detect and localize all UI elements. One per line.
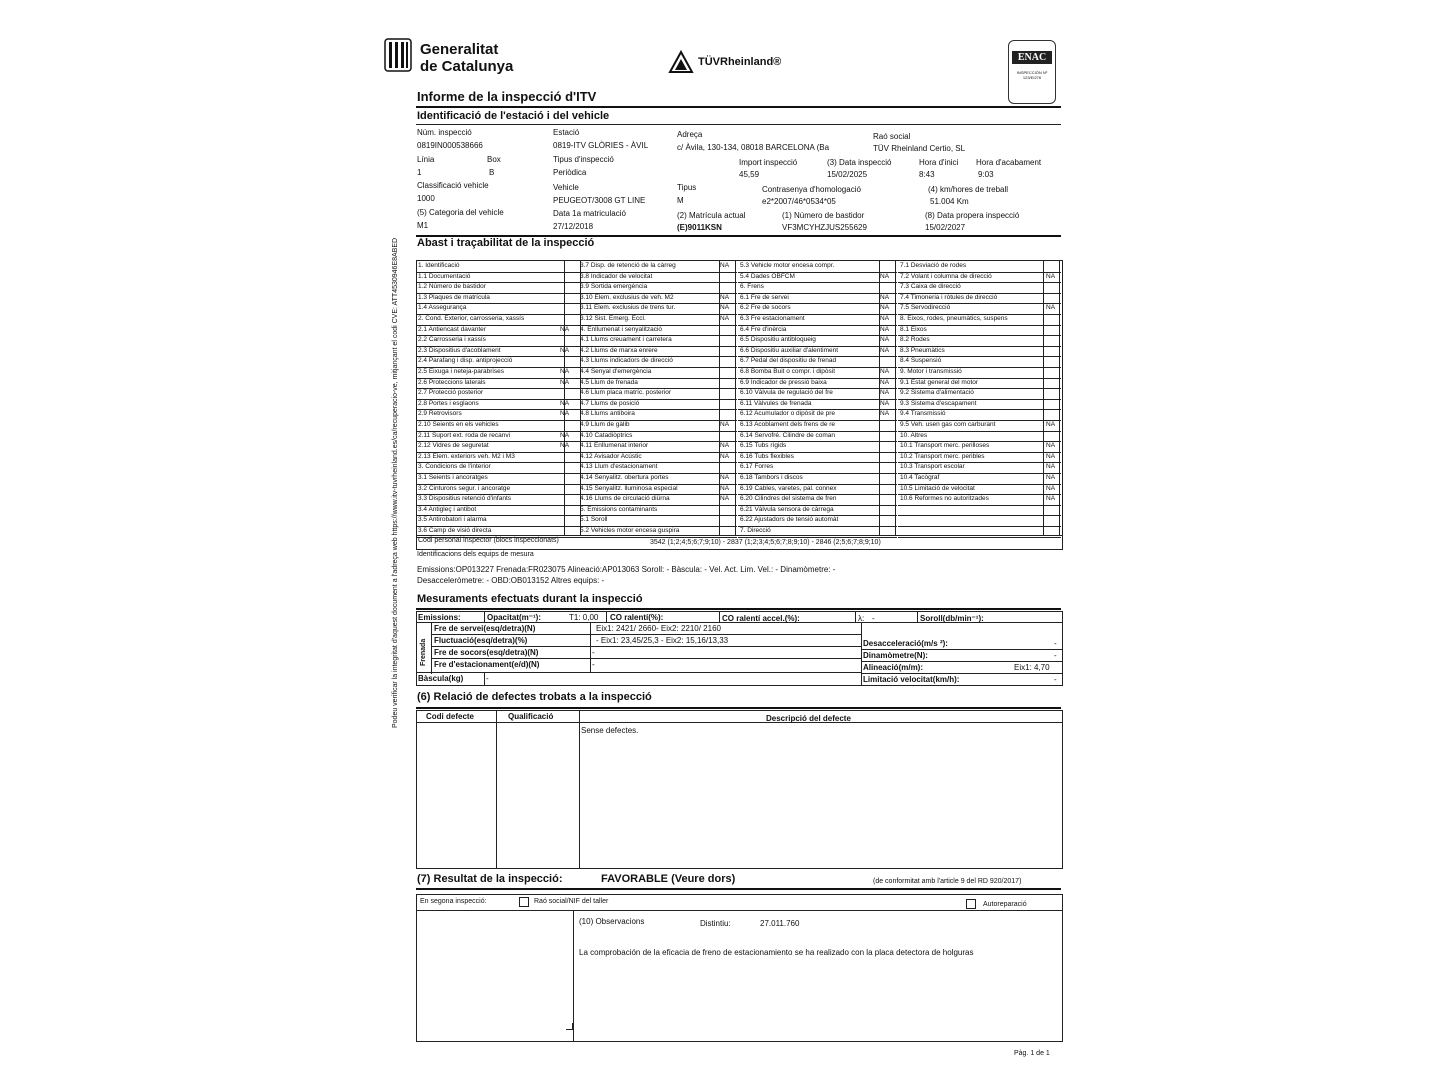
- label-tipus-inspeccio: Tipus d'inspecció: [553, 155, 614, 164]
- abast-item: 6.18 Tambors i discos: [740, 474, 803, 481]
- na-mark: NA: [720, 293, 730, 301]
- label-matricula: (2) Matrícula actual: [677, 211, 746, 220]
- abast-item: 2.4 Parafang i disp. antiprojecció: [418, 357, 513, 365]
- label-vehicle: Vehicle: [553, 183, 579, 192]
- value-bastidor: VF3MCYHZJUS255629: [782, 223, 867, 232]
- abast-item: 6.12 Acumulador o dipòsit de pre: [740, 410, 836, 418]
- na-mark: NA: [560, 378, 570, 386]
- value-contrasenya: e2*2007/46*0534*05: [762, 197, 836, 206]
- na-mark: NA: [720, 452, 730, 460]
- na-mark: NA: [880, 315, 890, 322]
- abast-item: 6.19 Cables, varetes, pal. connex: [740, 484, 837, 492]
- na-mark: NA: [1046, 495, 1056, 503]
- abast-item: 7. Direcció: [740, 527, 771, 534]
- na-mark: NA: [560, 368, 570, 375]
- enac-label: ENAC: [1012, 51, 1052, 64]
- na-mark: NA: [880, 346, 890, 354]
- abast-item: 9.3 Sistema d'escapament: [900, 399, 977, 407]
- generalitat-emblem-icon: [384, 38, 412, 72]
- na-mark: NA: [880, 399, 890, 407]
- abast-item: 10.5 Limitació de velocitat: [900, 484, 975, 492]
- co-label: CO ralentí(%):: [610, 613, 664, 622]
- na-mark: NA: [880, 304, 890, 312]
- abast-item: 6.9 Indicador de pressió baixa: [740, 378, 827, 386]
- value-import: 45,59: [739, 170, 760, 179]
- abast-item: 10. Altres: [900, 431, 928, 439]
- alineacio-value: Eix1: 4,70: [1014, 663, 1050, 672]
- abast-item: 3.5 Antirobatori i alarma: [418, 516, 487, 524]
- abast-item: 6.22 Ajustadors de tensió automàt: [740, 516, 839, 524]
- col-codi-defecte: Codi defecte: [426, 712, 475, 721]
- abast-item: 9.5 Veh. usen gas com carburant: [900, 421, 996, 428]
- abast-item: 3. Condicions de l'interior: [418, 463, 491, 471]
- abast-item: 2.11 Suport ext. roda de recanvi: [418, 431, 511, 439]
- na-mark: NA: [720, 495, 730, 503]
- na-mark: NA: [1046, 474, 1056, 481]
- na-mark: NA: [560, 442, 570, 450]
- na-mark: NA: [720, 315, 730, 322]
- abast-item: 10.1 Transport merc. perilloses: [900, 442, 990, 450]
- abast-item: 6.20 Cilindres del sistema de fren: [740, 495, 837, 503]
- na-mark: NA: [720, 262, 730, 269]
- equips-label: Identificacions dels equips de mesura: [417, 551, 534, 558]
- na-mark: NA: [560, 410, 570, 418]
- segona-inspeccio-label: En segona inspecció:: [420, 898, 487, 905]
- na-mark: NA: [1046, 442, 1056, 450]
- na-mark: NA: [880, 272, 890, 280]
- abast-item: 5.2 Vehicles motor encesa guspira: [580, 527, 680, 534]
- abast-item: 6.7 Pedal del dispositiu de frenad: [740, 357, 837, 365]
- abast-item: 8.2 Rodes: [900, 336, 930, 344]
- abast-item: 6.15 Tubs rígids: [740, 442, 787, 450]
- abast-item: 2.2 Carrosseria i xassís: [418, 336, 486, 344]
- abast-item: 9.2 Sistema d'alimentació: [900, 389, 974, 397]
- defectes-title: (6) Relació de defectes trobats a la inspecció: [417, 691, 652, 703]
- abast-item: 1.3 Plaques de matrícula: [418, 293, 490, 301]
- value-tipus: M: [677, 196, 684, 205]
- value-estacio: 0819-ITV GLÒRIES - ÀVIL: [553, 141, 649, 150]
- abast-item: 4.10 Catadiòptrics: [580, 431, 633, 439]
- fluctuacio-value: - Eix1: 23,45/25,3 - Eix2: 15,16/13,33: [596, 636, 729, 645]
- codi-inspector-label: Codi personal inspector (blocs inspeccionats): [418, 537, 559, 544]
- abast-item: 6.21 Vàlvula sensora de càrrega: [740, 505, 834, 513]
- label-hora-acabament: Hora d'acabament: [976, 158, 1042, 167]
- abast-item: 2.12 Vidres de seguretat: [418, 442, 489, 450]
- na-mark: NA: [880, 325, 890, 333]
- emissions-label: Emissions:: [418, 613, 461, 622]
- abast-item: 3.12 Sist. Emerg. Eccl.: [580, 315, 646, 322]
- na-mark: NA: [720, 442, 730, 450]
- na-mark: NA: [880, 293, 890, 301]
- abast-item: 2.3 Dispositius d'acoblament: [418, 346, 501, 354]
- soroll-label: Soroll(db/min⁻¹):: [920, 614, 984, 623]
- label-tipus: Tipus: [677, 183, 697, 192]
- observacions-block: [416, 894, 1063, 1042]
- tuv-triangle-icon: [668, 50, 694, 74]
- abast-item: 6.3 Fre estacionament: [740, 315, 805, 322]
- value-data-matriculacio: 27/12/2018: [553, 222, 594, 231]
- abast-item: 3.7 Disp. de retenció de la càrreg: [580, 262, 676, 269]
- value-box: B: [489, 168, 495, 177]
- abast-item: 8.3 Pneumàtics: [900, 346, 945, 354]
- co-accel-label: CO ralentí accel.(%):: [722, 614, 800, 623]
- abast-item: 3.6 Camp de visió directa: [418, 527, 492, 534]
- abast-item: 10.6 Reformes no autoritzades: [900, 495, 989, 503]
- abast-item: 1. Identificació: [418, 262, 460, 269]
- label-import: Import inspecció: [739, 158, 798, 167]
- na-mark: NA: [1046, 452, 1056, 460]
- na-mark: NA: [720, 304, 730, 312]
- abast-item: 2.9 Retrovisors: [418, 410, 462, 418]
- value-hora-inici: 8:43: [919, 170, 935, 179]
- dinamometre-label: Dinamòmetre(N):: [863, 651, 928, 660]
- abast-item: 2.13 Elem. exteriors veh. M2 i M3: [418, 452, 515, 460]
- limitacio-value: -: [1054, 675, 1057, 684]
- abast-item: 2.1 Antiencast davanter: [418, 325, 486, 333]
- fre-estac-value: -: [592, 660, 595, 669]
- abast-item: 5.3 Vehicle motor encesa compr.: [740, 262, 835, 269]
- logo-line1: Generalitat: [420, 41, 499, 58]
- abast-item: 3.4 Antigleç i antibot: [418, 505, 477, 513]
- distintiu-value: 27.011.760: [760, 919, 800, 928]
- codi-inspector-value: 3542 (1;2;4;5;6;7;9;10) - 2837 (1;2;3;4;5;6;7;8;9;10) - 2846 (2;5;6;7;8;9;10): [650, 539, 881, 546]
- value-hora-acabament: 9:03: [978, 170, 994, 179]
- abast-item: 10.2 Transport merc. peribles: [900, 452, 985, 460]
- abast-item: 4.2 Llums de marxa enrere: [580, 346, 658, 354]
- equips-line2: Desacceleròmetre: - OBD:OB013152 Altres equips: -: [417, 576, 605, 585]
- abast-item: 4.12 Avisador Acústic: [580, 452, 642, 460]
- tuv-brand: TÜVRheinland®: [698, 56, 782, 68]
- abast-item: [900, 526, 1043, 537]
- abast-item: 6.13 Acoblament dels frens de re: [740, 421, 836, 428]
- label-linia: Línia: [417, 155, 435, 164]
- abast-item: [900, 505, 1043, 516]
- observation-text: La comprobación de la eficacia de freno de estacionamiento se ha realizado con la placa detectora de holguras: [579, 948, 974, 957]
- abast-item: 9.4 Transmissió: [900, 410, 946, 418]
- abast-item: 5.1 Soroll: [580, 516, 608, 524]
- autoreparacio-checkbox[interactable]: [966, 899, 976, 909]
- na-mark: NA: [1046, 421, 1056, 428]
- alineacio-label: Alineació(m/m):: [863, 663, 924, 672]
- enac-sub: INSPECCIÓN Nº 123/EI276: [1016, 70, 1048, 80]
- na-mark: NA: [560, 399, 570, 407]
- abast-item: 2.10 Seients en els vehicles: [418, 421, 499, 428]
- abast-item: 3.9 Sortida emergència: [580, 283, 648, 291]
- abast-item: 1.2 Número de bastidor: [418, 283, 486, 291]
- value-propera: 15/02/2027: [925, 223, 966, 232]
- abast-item: 3.8 Indicador de velocitat: [580, 272, 653, 280]
- itv-report-page: [380, 28, 1070, 1068]
- abast-item: 4.8 Llums antiboira: [580, 410, 635, 418]
- fre-estac-label: Fre d'estacionament(e/d)(N): [434, 660, 540, 669]
- resultat-label: (7) Resultat de la inspecció:: [417, 873, 563, 885]
- label-hora-inici: Hora d'inici: [919, 158, 959, 167]
- na-mark: NA: [880, 410, 890, 418]
- label-box: Box: [487, 155, 501, 164]
- abast-item: 5. Emissions contaminants: [580, 505, 658, 513]
- na-mark: NA: [1046, 463, 1056, 471]
- na-mark: NA: [1046, 484, 1056, 492]
- label-classificacio: Classificació vehicle: [417, 181, 489, 190]
- bascula-value: -: [486, 674, 489, 683]
- value-linia: 1: [417, 168, 422, 177]
- na-mark: NA: [1046, 272, 1056, 280]
- abast-item: 4.11 Enllumenat interior: [580, 442, 649, 450]
- col-descripcio: Descripció del defecte: [766, 714, 851, 723]
- desacc-value: -: [1054, 639, 1057, 648]
- abast-item: 10.4 Tacògraf: [900, 474, 940, 481]
- abast-item: 6.16 Tubs flexibles: [740, 452, 794, 460]
- label-data-matriculacio: Data 1a matriculació: [553, 209, 626, 218]
- abast-item: 4.13 Llum d'estacionament: [580, 463, 658, 471]
- na-mark: NA: [560, 346, 570, 354]
- value-tipus-inspeccio: Periòdica: [553, 168, 587, 177]
- abast-item: 4.15 Senyalitz. lluminosa especial: [580, 484, 678, 492]
- abast-item: 2. Cond. Exterior, carrosseria, xassís: [418, 315, 525, 322]
- abast-item: 4.4 Senyal d'emergència: [580, 368, 652, 375]
- lambda-label: λ:: [858, 614, 865, 623]
- logo-line2: de Catalunya: [420, 58, 514, 75]
- limitacio-label: Limitació velocitat(km/h):: [863, 675, 960, 684]
- label-num-inspeccio: Núm. inspecció: [417, 128, 472, 137]
- page-number: Pàg. 1 de 1: [1014, 1050, 1050, 1057]
- value-classificacio: 1000: [417, 194, 435, 203]
- frenada-label: Frenada: [420, 638, 427, 666]
- abast-item: 7.4 Timoneria i ròtules de direcció: [900, 293, 998, 301]
- abast-item: 4.16 Llums de circulació diürna: [580, 495, 670, 503]
- abast-item: 7.3 Caixa de direcció: [900, 283, 961, 291]
- label-contrasenya: Contrasenya d'homologació: [762, 185, 861, 194]
- fre-socors-label: Fre de socors(esq/detra)(N): [434, 648, 539, 657]
- na-mark: NA: [880, 368, 890, 375]
- abast-item: 4.9 Llum de gàlib: [580, 421, 630, 428]
- abast-item: 4. Enllumenat i senyalització: [580, 325, 663, 333]
- abast-item: 6.11 Vàlvules de frenada: [740, 399, 812, 407]
- abast-item: 1.1 Documentació: [418, 272, 471, 280]
- abast-item: 6.1 Fre de servei: [740, 293, 789, 301]
- corner-mark-icon: [566, 1023, 573, 1030]
- na-mark: NA: [1046, 304, 1056, 312]
- page-title: Informe de la inspecció d'ITV: [417, 89, 597, 104]
- abast-item: 8.4 Suspensió: [900, 357, 942, 365]
- abast-item: 3.10 Elem. exclusius de veh. M2: [580, 293, 674, 301]
- defect-description: Sense defectes.: [581, 726, 639, 735]
- abast-item: 6.10 Vàlvula de regulació del fre: [740, 389, 833, 397]
- abast-item: 3.3 Dispositius retenció d'infants: [418, 495, 512, 503]
- na-mark: NA: [560, 431, 570, 439]
- abast-item: 7.1 Desviació de rodes: [900, 262, 967, 269]
- na-mark: NA: [880, 378, 890, 386]
- abast-item: 4.5 Llum de frenada: [580, 378, 638, 386]
- abast-item: 6.5 Dispositiu antibloqueig: [740, 336, 816, 344]
- label-adreca: Adreça: [677, 130, 703, 139]
- abast-item: 3.1 Seients i ancoratges: [418, 474, 488, 481]
- rao-nif-label: Raó social/NIF del taller: [534, 898, 609, 905]
- abast-item: 2.8 Portes i esglaons: [418, 399, 479, 407]
- abast-title: Abast i traçabilitat de la inspecció: [417, 237, 595, 249]
- abast-item: 7.5 Servodirecció: [900, 304, 951, 312]
- bascula-label: Bàscula(kg): [418, 674, 464, 683]
- abast-item: [900, 515, 1043, 526]
- abast-item: 10.3 Transport escolar: [900, 463, 965, 471]
- value-num-inspeccio: 0819IN000538666: [417, 141, 483, 150]
- abast-item: 6. Frens: [740, 283, 764, 291]
- mesuraments-title: Mesuraments efectuats durant la inspecció: [417, 593, 643, 605]
- opacitat-value: T1: 0,00: [569, 613, 599, 622]
- value-km: 51.004 Km: [930, 197, 969, 206]
- resultat-value: FAVORABLE (Veure dors): [601, 873, 736, 885]
- abast-item: 7.2 Volant i columna de direcció: [900, 272, 992, 280]
- value-matricula: (E)9011KSN: [677, 223, 722, 232]
- value-data-inspeccio: 15/02/2025: [827, 170, 868, 179]
- abast-item: 3.2 Cinturons segur. i ancoratge: [418, 484, 511, 492]
- segona-inspeccio-checkbox[interactable]: [519, 897, 529, 907]
- abast-item: 4.7 Llums de posició: [580, 399, 640, 407]
- identification-title: Identificació de l'estació i del vehicle: [417, 110, 610, 122]
- abast-item: 9. Motor i transmissió: [900, 368, 962, 375]
- abast-item: 6.4 Fre d'inèrcia: [740, 325, 787, 333]
- equips-line1: Emissions:OP013227 Frenada:FR023075 Alineació:AP013063 Soroll: - Bàscula: - Vel. Act. Lim. Vel.: - Dinamòmetre: -: [417, 565, 836, 574]
- label-estacio: Estació: [553, 128, 580, 137]
- label-categoria: (5) Categoria del vehicle: [417, 208, 504, 217]
- label-rao-social: Raó social: [873, 132, 911, 141]
- observacions-label: (10) Observacions: [579, 917, 645, 926]
- na-mark: NA: [880, 336, 890, 344]
- abast-item: 2.5 Eixuga i neteja-parabrises: [418, 368, 504, 375]
- abast-item: 6.6 Dispositiu auxiliar d'alentiment: [740, 346, 839, 354]
- fre-servei-value: Eix1: 2421/ 2660- Eix2: 2210/ 2160: [596, 624, 721, 633]
- abast-item: 4.14 Senyalitz. obertura portes: [580, 474, 669, 481]
- fre-servei-label: Fre de servei(esq/detra)(N): [434, 624, 536, 633]
- resultat-note: (de conformitat amb l'article 9 del RD 920/2017): [873, 878, 1022, 885]
- label-km: (4) km/hores de treball: [928, 185, 1009, 194]
- abast-item: 4.3 Llums indicadors de direcció: [580, 357, 673, 365]
- na-mark: NA: [560, 325, 570, 333]
- abast-item: 4.6 Llum placa matríc. posterior: [580, 389, 672, 397]
- fre-socors-value: -: [592, 648, 595, 657]
- autoreparacio-label: Autoreparació: [983, 901, 1027, 908]
- abast-item: 6.2 Fre de socors: [740, 304, 791, 312]
- abast-item: 6.17 Forres: [740, 463, 774, 471]
- abast-item: 6.8 Bomba Buit o compr. i dipòsit: [740, 368, 836, 375]
- abast-item: 8.1 Eixos: [900, 325, 927, 333]
- value-adreca: c/ Àvila, 130-134, 08018 BARCELONA (Ba: [677, 143, 830, 152]
- fluctuacio-label: Fluctuació(esq/detra)(%): [434, 636, 528, 645]
- defectes-table: [416, 710, 1063, 869]
- abast-item: 1.4 Assegurança: [418, 304, 467, 312]
- label-data-inspeccio: (3) Data inspecció: [827, 158, 892, 167]
- abast-item: 2.6 Proteccions laterals: [418, 378, 486, 386]
- na-mark: NA: [720, 474, 730, 481]
- distintiu-label: Distintiu:: [700, 919, 731, 928]
- desacc-label: Desacceleració(m/s ²):: [863, 639, 948, 648]
- lambda-value: -: [872, 614, 875, 623]
- value-categoria: M1: [417, 221, 429, 230]
- enac-seal: [1008, 40, 1056, 104]
- dinamometre-value: -: [1054, 651, 1057, 660]
- abast-item: 4.1 Llums creuament i carretera: [580, 336, 672, 344]
- verification-side-text: Podeu verificar la integritat d'aquest document a l'adreça web https://www.itv-tuvrheinland.es/ca/recuperacio-ve, mitjançant el codi CVE: ATT4530946E8ABED: [392, 237, 399, 728]
- value-vehicle: PEUGEOT/3008 GT LINE: [553, 196, 646, 205]
- abast-item: 5.4 Dades OBFCM: [740, 272, 795, 280]
- abast-item: 3.11 Elem. exclusius de trens tur.: [580, 304, 676, 312]
- abast-item: 9.1 Estat general del motor: [900, 378, 979, 386]
- abast-item: 8. Eixos, rodes, pneumàtics, suspens: [900, 315, 1008, 322]
- value-rao-social: TÜV Rheinland Certio, SL: [873, 144, 966, 153]
- opacitat-label: Opacitat(m⁻¹):: [487, 613, 541, 622]
- na-mark: NA: [720, 421, 730, 428]
- abast-item: 2.7 Protecció posterior: [418, 389, 484, 397]
- col-qualificacio: Qualificació: [508, 712, 554, 721]
- abast-item: 6.14 Servofré. Cilindre de coman: [740, 431, 836, 439]
- label-bastidor: (1) Número de bastidor: [782, 211, 865, 220]
- label-propera: (8) Data propera inspecció: [925, 211, 1020, 220]
- na-mark: NA: [880, 389, 890, 397]
- na-mark: NA: [720, 484, 730, 492]
